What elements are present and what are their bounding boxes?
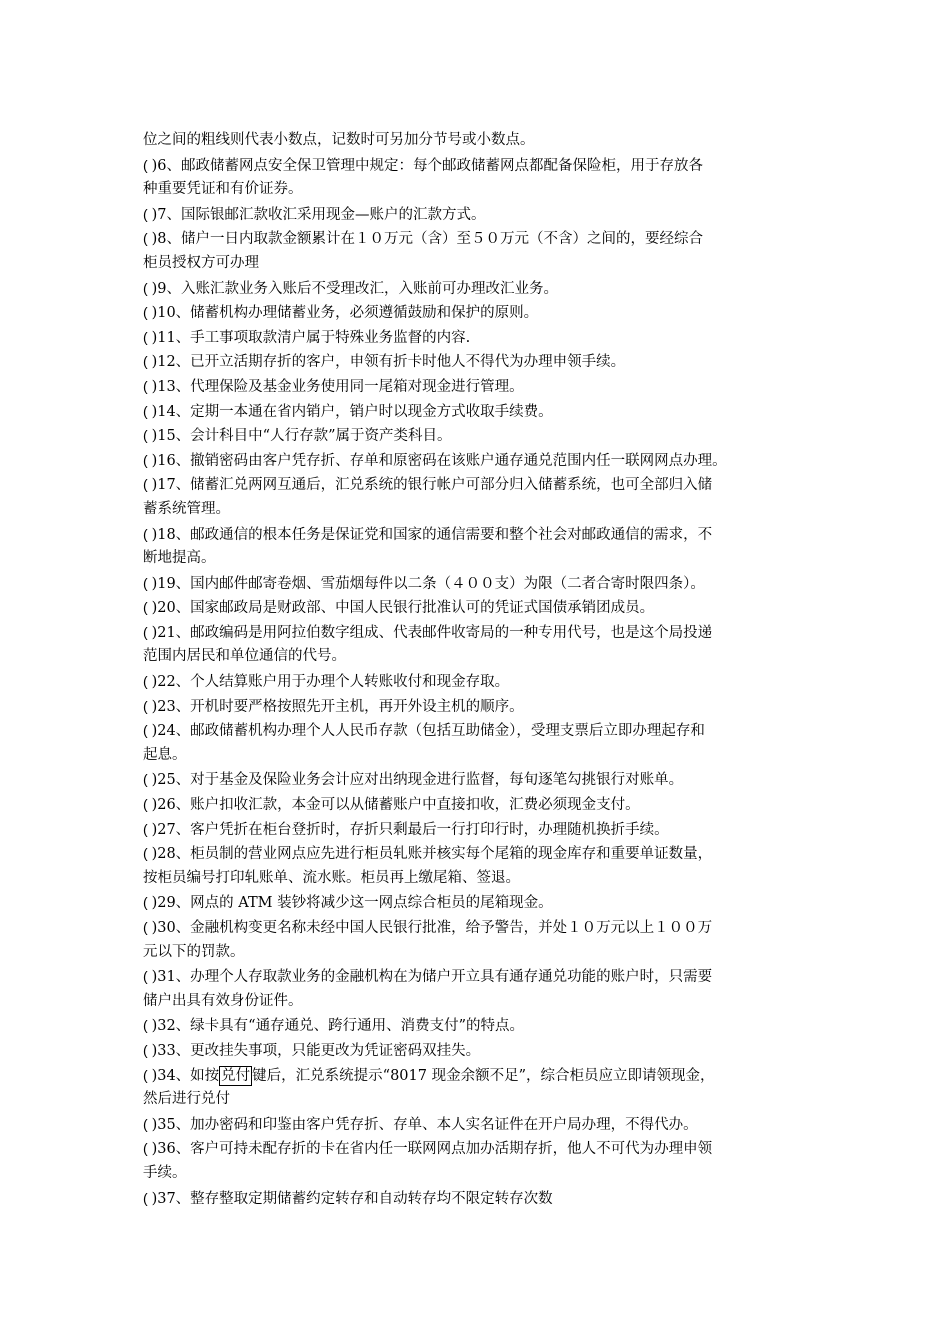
question-number: )35、 [151,1116,191,1133]
answer-paren: ( [143,968,152,985]
question-line [143,374,818,399]
question-text: 储户出具有效身份证件。 [143,992,303,1009]
answer-paren: ( [143,796,152,813]
question-text: 然后进行兑付 [143,1091,230,1108]
question-line [143,1038,818,1063]
question-number: )15、 [151,428,191,445]
question-text: 个人结算账户用于办理个人转账收付和现金存取。 [190,674,510,691]
continuation-line [143,1087,818,1112]
answer-paren: ( [143,377,152,394]
answer-paren: ( [143,820,152,837]
question-number: )32、 [151,1018,191,1035]
question-line [143,620,818,645]
question-number: )33、 [151,1042,191,1059]
answer-paren: ( [143,673,152,690]
question-line [143,522,818,547]
question-text: 储蓄汇兑两网互通后，汇兑系统的银行帐户可部分归入储蓄系统，也可全部归入储 [190,477,713,494]
question-number: )6、 [151,157,181,174]
question-number: )16、 [151,452,191,469]
question-number: )21、 [151,624,191,641]
answer-paren: ( [143,451,152,468]
question-text: 柜员制的营业网点应先进行柜员轧账并核实每个尾箱的现金库存和重要单证数量， [190,846,713,863]
question-line [143,595,818,620]
question-number: )23、 [151,698,191,715]
question-text: 会计科目中“人行存款”属于资产类科目。 [190,428,452,445]
question-number: )29、 [151,895,191,912]
question-line [143,915,818,940]
answer-paren: ( [143,328,152,345]
continuation-line [143,866,818,891]
question-text: 国际银邮汇款收汇采用现金—账户的汇款方式。 [180,206,486,223]
question-text: 按柜员编号打印轧账单、流水账。柜员再上缴尾箱、签退。 [143,869,520,886]
question-number: )19、 [151,575,191,592]
question-text: 对于基金及保险业务会计应对出纳现金进行监督，每旬逐笔勾挑银行对账单。 [190,772,684,789]
question-line [143,202,818,227]
answer-paren: ( [143,476,152,493]
question-text: 邮政储蓄网点安全保卫管理中规定：每个邮政储蓄网点都配备保险柜，用于存放各 [180,157,703,174]
question-text: 邮政储蓄机构办理个人人民币存款（包括互助储金），受理支票后立即办理起存和 [190,723,705,740]
answer-paren: ( [143,230,152,247]
question-text: 整存整取定期储蓄约定转存和自动转存均不限定转存次数 [190,1190,553,1207]
question-line [143,153,818,178]
question-text: 种重要凭证和有价证券。 [143,181,303,198]
question-number: )36、 [151,1141,191,1158]
question-text: 国内邮件邮寄卷烟、雪茄烟每件以二条（４００支）为限（二者合寄时限四条）。 [190,575,705,592]
question-text: 范围内居民和单位通信的代号。 [143,648,346,665]
question-line [143,718,818,743]
question-text: 客户可持未配存折的卡在省内任一联网网点加办活期存折，他人不可代为办理申领 [190,1141,713,1158]
question-text: 手续。 [143,1164,187,1181]
question-text: 更改挂失事项，只能更改为凭证密码双挂失。 [190,1042,481,1059]
question-line [143,226,818,251]
question-number: )9、 [151,280,181,297]
question-text: 国家邮政局是财政部、中国人民银行批准认可的凭证式国债承销团成员。 [190,600,655,617]
answer-paren: ( [143,599,152,616]
answer-paren: ( [143,1115,152,1132]
question-number: )13、 [151,378,191,395]
question-text: 起息。 [143,746,187,763]
question-text: 蓄系统管理。 [143,500,230,517]
question-text: 邮政编码是用阿拉伯数字组成、代表邮件收寄局的一种专用代号，也是这个局投递 [190,624,713,641]
question-text: 储蓄机构办理储蓄业务，必须遵循鼓励和保护的原则。 [190,305,539,322]
question-line [143,792,818,817]
question-line [143,1063,818,1088]
question-text: 位之间的粗线则代表小数点，记数时可另加分节号或小数点。 [143,132,535,148]
question-number: )22、 [151,674,191,691]
answer-paren: ( [143,427,152,444]
question-number: )8、 [151,231,181,248]
answer-paren: ( [143,205,152,222]
question-line [143,890,818,915]
question-number: )25、 [151,772,191,789]
question-line [143,448,818,473]
continuation-line [143,743,818,768]
answer-paren: ( [143,574,152,591]
answer-paren: ( [143,919,152,935]
question-line [143,1186,818,1211]
answer-paren: ( [143,1041,152,1058]
boxed-key-label: 兑付 [221,1067,251,1084]
question-line [143,1013,818,1038]
question-line [143,694,818,719]
question-text: 网点的 ATM 装钞将减少这一网点综合柜员的尾箱现金。 [190,895,553,912]
question-line [143,817,818,842]
question-number: )28、 [151,846,191,863]
continuation-line [143,251,818,276]
answer-paren: ( [143,697,152,714]
answer-paren: ( [143,1189,152,1206]
question-line [143,669,818,694]
question-text: 金融机构变更名称未经中国人民银行批准，给予警告，并处１０万元以上１００万 [190,920,713,936]
question-line [143,399,818,424]
continuation-line [143,940,818,965]
continuation-line [143,1161,818,1186]
question-line [143,1136,818,1161]
continuation-line [143,989,818,1014]
question-line [143,964,818,989]
question-text: 元以下的罚款。 [143,943,245,960]
question-text: 办理个人存取款业务的金融机构在为储户开立具有通存通兑功能的账户时，只需要 [190,969,713,986]
question-line [143,349,818,374]
question-number: )14、 [151,403,191,420]
answer-paren: ( [143,279,152,296]
question-number: )11、 [151,329,191,346]
answer-paren: ( [143,623,152,640]
question-number: )30、 [151,920,191,936]
answer-paren: ( [143,1066,152,1083]
answer-paren: ( [143,353,152,370]
question-text: 定期一本通在省内销户，销户时以现金方式收取手续费。 [190,403,553,420]
question-line [143,571,818,596]
question-text: 已开立活期存折的客户，申领有折卡时他人不得代为办理申领手续。 [190,354,626,371]
question-text: 客户凭折在柜台登折时，存折只剩最后一行打印行时，办理随机换折手续。 [190,821,669,838]
answer-paren: ( [143,771,152,788]
question-number: )37、 [151,1190,191,1207]
question-text: 柜员授权方可办理 [143,254,259,271]
question-number: )26、 [151,797,191,814]
question-line [143,841,818,866]
question-line [143,423,818,448]
question-text: 加办密码和印鉴由客户凭存折、存单、本人实名证件在开户局办理，不得代办。 [190,1116,698,1133]
question-number: )31、 [151,969,191,986]
question-line [143,472,818,497]
answer-paren: ( [143,156,152,173]
continuation-line [143,128,818,153]
continuation-line [143,497,818,522]
question-line [143,767,818,792]
answer-paren: ( [143,894,152,911]
question-number: )12、 [151,354,191,371]
question-text: 撤销密码由客户凭存折、存单和原密码在该账户通存通兑范围内任一联网网点办理。 [190,452,727,469]
question-text: 邮政通信的根本任务是保证党和国家的通信需要和整个社会对邮政通信的需求，不 [190,526,713,543]
question-text: 手工事项取款清户属于特殊业务监督的内容. [190,329,471,346]
question-line [143,1112,818,1137]
answer-paren: ( [143,304,152,321]
question-text: 如按 [190,1067,220,1084]
question-line [143,300,818,325]
question-number: )20、 [151,600,191,617]
answer-paren: ( [143,525,152,542]
question-text: 绿卡具有“通存通兑、跨行通用、消费支付”的特点。 [190,1018,524,1035]
question-line [143,325,818,350]
question-list [143,128,818,1210]
question-text: 储户一日内取款金额累计在１０万元（含）至５０万元（不含）之间的，要经综合 [180,231,703,248]
question-number: )10、 [151,305,191,322]
question-number: )27、 [151,821,191,838]
question-text: 断地提高。 [143,550,216,567]
question-number: )18、 [151,526,191,543]
answer-paren: ( [143,402,152,419]
question-text: 代理保险及基金业务使用同一尾箱对现金进行管理。 [190,378,524,395]
question-text: 账户扣收汇款，本金可以从储蓄账户中直接扣收，汇费必须现金支付。 [190,797,640,814]
question-number: )34、 [151,1067,191,1084]
question-number: )7、 [151,206,181,223]
question-number: )24、 [151,723,191,740]
continuation-line [143,644,818,669]
answer-paren: ( [143,1140,152,1157]
question-text: 入账汇款业务入账后不受理改汇，入账前可办理改汇业务。 [180,280,558,297]
continuation-line [143,177,818,202]
question-number: )17、 [151,477,191,494]
answer-paren: ( [143,845,152,862]
answer-paren: ( [143,1017,152,1034]
continuation-line [143,546,818,571]
answer-paren: ( [143,722,152,739]
question-line [143,276,818,301]
question-text: 键后，汇兑系统提示“8017 现金余额不足”，综合柜员应立即请领现金， [252,1067,715,1084]
question-text: 开机时要严格按照先开主机，再开外设主机的顺序。 [190,698,524,715]
